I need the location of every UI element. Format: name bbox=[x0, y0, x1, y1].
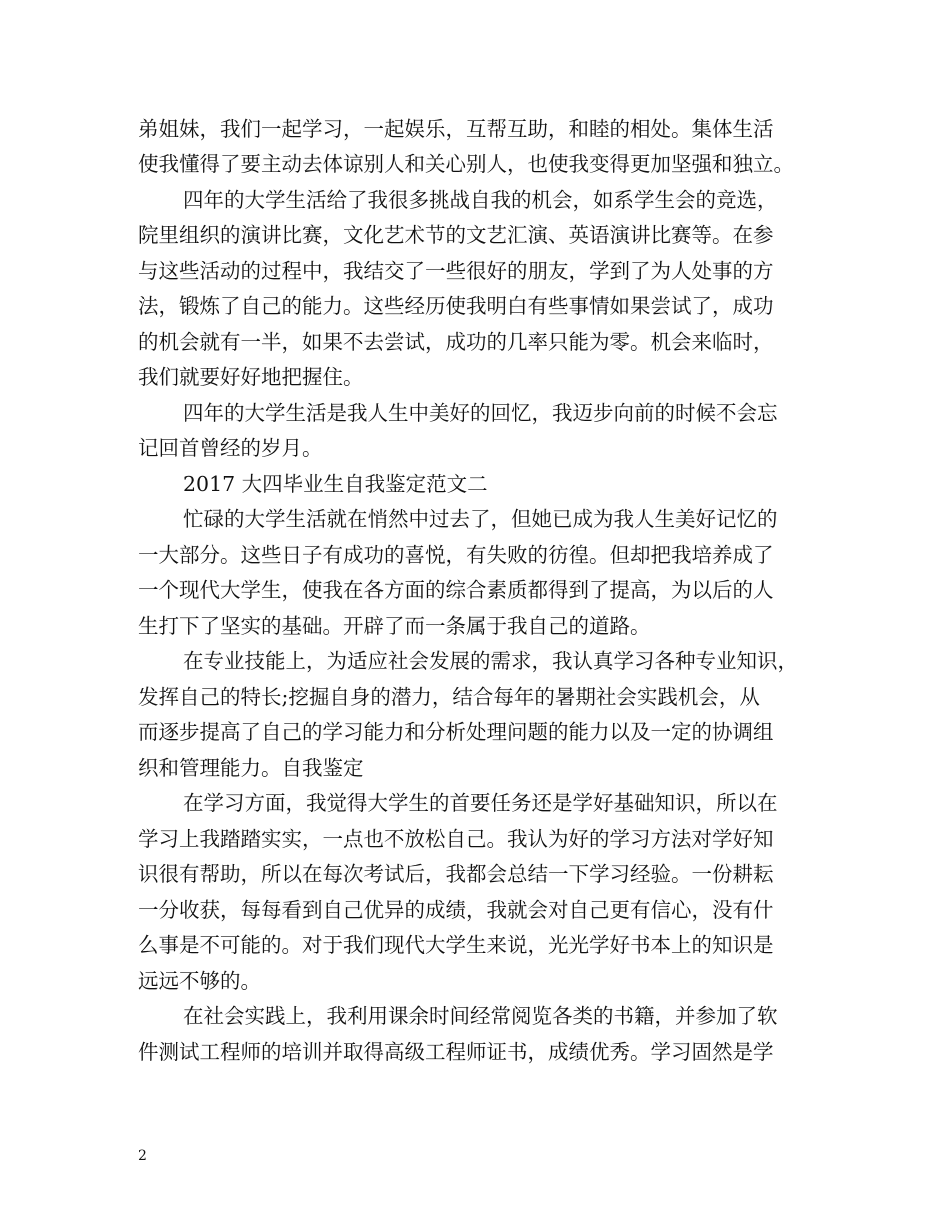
text-line: 弟姐妹，我们一起学习，一起娱乐，互帮互助，和睦的相处。集体生活 bbox=[138, 117, 774, 141]
text-line: 忙碌的大学生活就在悄然中过去了，但她已成为我人生美好记忆的 bbox=[183, 507, 778, 531]
text-line: 院里组织的演讲比赛，文化艺术节的文艺汇演、英语演讲比赛等。在参 bbox=[138, 223, 774, 247]
text-line: 四年的大学生活是我人生中美好的回忆，我迈步向前的时候不会忘 bbox=[183, 401, 778, 425]
text-line: 的机会就有一半，如果不去尝试，成功的几率只能为零。机会来临时， bbox=[138, 330, 774, 354]
page-number: 2 bbox=[138, 1148, 147, 1164]
text-line: 记回首曾经的岁月。 bbox=[138, 436, 323, 460]
text-line: 与这些活动的过程中，我结交了一些很好的朋友，学到了为人处事的方 bbox=[138, 259, 774, 283]
text-line: 学习上我踏踏实实，一点也不放松自己。我认为好的学习方法对学好知 bbox=[138, 827, 774, 851]
text-line: 在学习方面，我觉得大学生的首要任务还是学好基础知识，所以在 bbox=[183, 791, 778, 815]
text-line: 发挥自己的特长;挖掘自身的潜力，结合每年的暑期社会实践机会，从 bbox=[138, 685, 760, 709]
text-line: 织和管理能力。自我鉴定 bbox=[138, 756, 364, 780]
text-line: 我们就要好好地把握住。 bbox=[138, 365, 364, 389]
text-line: 在专业技能上，为适应社会发展的需求，我认真学习各种专业知识， bbox=[183, 649, 798, 673]
text-line: 件测试工程师的培训并取得高级工程师证书，成绩优秀。学习固然是学 bbox=[138, 1040, 774, 1064]
text-line: 法，锻炼了自己的能力。这些经历使我明白有些事情如果尝试了，成功 bbox=[138, 294, 774, 318]
text-line: 四年的大学生活给了我很多挑战自我的机会，如系学生会的竞选， bbox=[183, 188, 778, 212]
text-line: 一分收获，每每看到自己优异的成绩，我就会对自己更有信心，没有什 bbox=[138, 898, 774, 922]
text-line: 使我懂得了要主动去体谅别人和关心别人，也使我变得更加坚强和独立。 bbox=[138, 152, 794, 176]
section-heading: 2017 大四毕业生自我鉴定范文二 bbox=[183, 472, 488, 496]
text-line: 识很有帮助，所以在每次考试后，我都会总结一下学习经验。一份耕耘 bbox=[138, 862, 774, 886]
text-line: 生打下了坚实的基础。开辟了而一条属于我自己的道路。 bbox=[138, 614, 651, 638]
text-line: 而逐步提高了自己的学习能力和分析处理问题的能力以及一定的协调组 bbox=[138, 720, 774, 744]
text-line: 么事是不可能的。对于我们现代大学生来说，光光学好书本上的知识是 bbox=[138, 933, 774, 957]
text-line: 一个现代大学生，使我在各方面的综合素质都得到了提高，为以后的人 bbox=[138, 578, 774, 602]
text-line: 一大部分。这些日子有成功的喜悦，有失败的彷徨。但却把我培养成了 bbox=[138, 543, 774, 567]
text-line: 远远不够的。 bbox=[138, 969, 261, 993]
text-line: 在社会实践上，我利用课余时间经常阅览各类的书籍，并参加了软 bbox=[183, 1004, 778, 1028]
